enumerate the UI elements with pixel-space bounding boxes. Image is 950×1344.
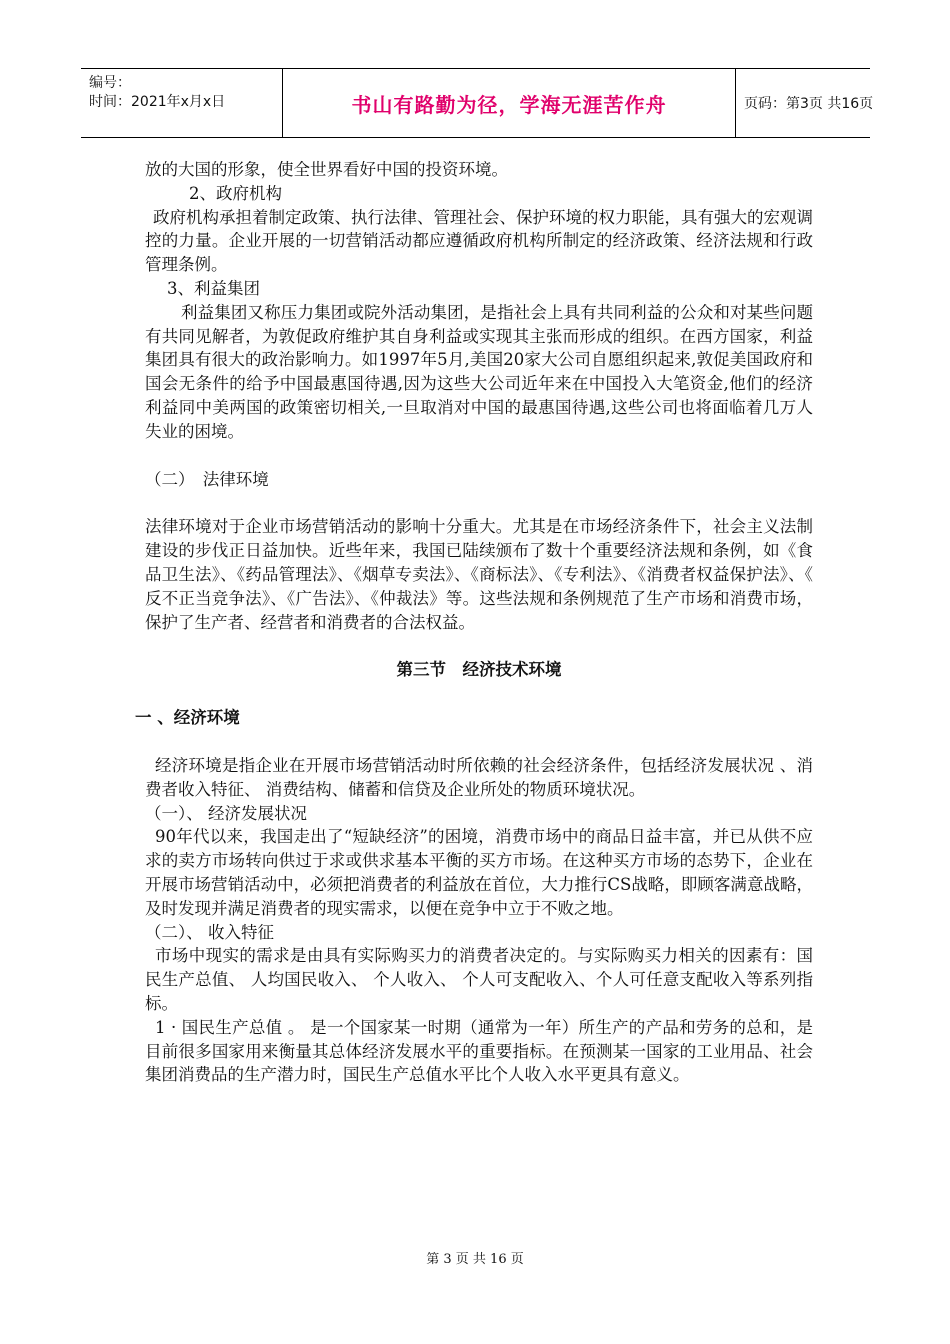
header-motto-cell xyxy=(283,69,736,137)
page-header xyxy=(81,68,874,138)
paragraph-government: 政府机构承担着制定政策、执行法律、管理社会、保护环境的权力职能，具有强大的宏观调控的力量。企业开展的一切营销活动都应遵循政府机构所制定的经济政策、经济法规和行政管理条例。 xyxy=(145,207,813,275)
subheading-income: （二）、 收入特征 xyxy=(145,922,274,942)
section-title: 第三节 经济技术环境 xyxy=(396,660,562,680)
header-page-cell xyxy=(736,69,874,137)
paragraph-legal: 法律环境对于企业市场营销活动的影响十分重大。尤其是在市场经济条件下，社会主义法制建设的步伐正日益加快。近些年来，我国已陆续颁布了数十个重要经济法规和条例，如《食品卫生法》、《药品管理法》、《烟草专卖法》、《商标法》、《专利法》、《消费者权益保护法》、《 反不正当竞争法》、《广告法》、《仲裁法》等。这些法规和条例规范了生产市场和消费市场，保护了生产者、经营者和消费者的合法权益。 xyxy=(145,517,813,632)
paragraph-economic-environment: 经济环境是指企业在开展市场营销活动时所依赖的社会经济条件，包括经济发展状况 、消费者收入特征、 消费结构、储蓄和信贷及企业所处的物质环境状况。 xyxy=(145,755,813,799)
number-label: 编号： xyxy=(89,75,131,91)
paragraph-economic-development: 90年代以来，我国走出了“短缺经济”的困境，消费市场中的商品日益丰富，并已从供不应求的卖方市场转向供过于求或供求基本平衡的买方市场。在这种买方市场的态势下，企业在开展市场营销活动中，必须把消费者的利益放在首位，大力推行CS战略，即顾客满意战略，及时发现并满足消费者的现实需求，以便在竞争中立于不败之地。 xyxy=(145,827,813,918)
subheading-economic-development: （一）、 经济发展状况 xyxy=(145,803,307,823)
header-meta-cell xyxy=(81,69,283,137)
subheading-legal: （二） 法律环境 xyxy=(145,469,269,489)
paragraph-gnp: 1 · 国民生产总值 。 是一个国家某一时期（通常为一年）所生产的产品和劳务的总和，是目前很多国家用来衡量其总体经济发展水平的重要指标。在预测某一国家的工业用品、社会集团消费品的生产潜力时，国民生产总值水平比个人收入水平更具有意义。 xyxy=(145,1017,813,1085)
date-line: 时间：2021年x月x日 xyxy=(89,94,226,110)
paragraph-interest-groups: 利益集团又称压力集团或院外活动集团，是指社会上具有共同利益的公众和对某些问题有共同见解者，为敦促政府维护其自身利益或实现其主张而形成的组织。在西方国家，利益集团具有很大的政治影响力。如1997年5月,美国20家大公司自愿组织起来,敦促美国政府和国会无条件的给予中国最惠国待遇,因为这些大公司近年来在中国投入大笔资金,他们的经济利益同中美两国的政策密切相关,一旦取消对中国的最惠国待遇,这些公司也将面临着几万人失业的困境。 xyxy=(145,302,813,441)
motto-text: 书山有路勤为径，学海无涯苦作舟 xyxy=(351,92,667,117)
page-info: 页码：第3页 共16页 xyxy=(744,96,874,112)
subheading-government: 2、政府机构 xyxy=(189,183,282,203)
body-content xyxy=(135,158,813,1087)
paragraph: 放的大国的形象，使全世界看好中国的投资环境。 xyxy=(145,160,508,179)
paragraph-income: 市场中现实的需求是由具有实际购买力的消费者决定的。与实际购买力相关的因素有：国民生产总值、 人均国民收入、 个人收入、 个人可支配收入、个人可任意支配收入等系列指标。 xyxy=(145,946,813,1013)
page-footer: 第 3 页 共 16 页 xyxy=(426,1252,524,1267)
subheading-interest-groups: 3、利益集团 xyxy=(167,278,260,298)
heading-economic-environment: 一 、经济环境 xyxy=(135,708,240,728)
